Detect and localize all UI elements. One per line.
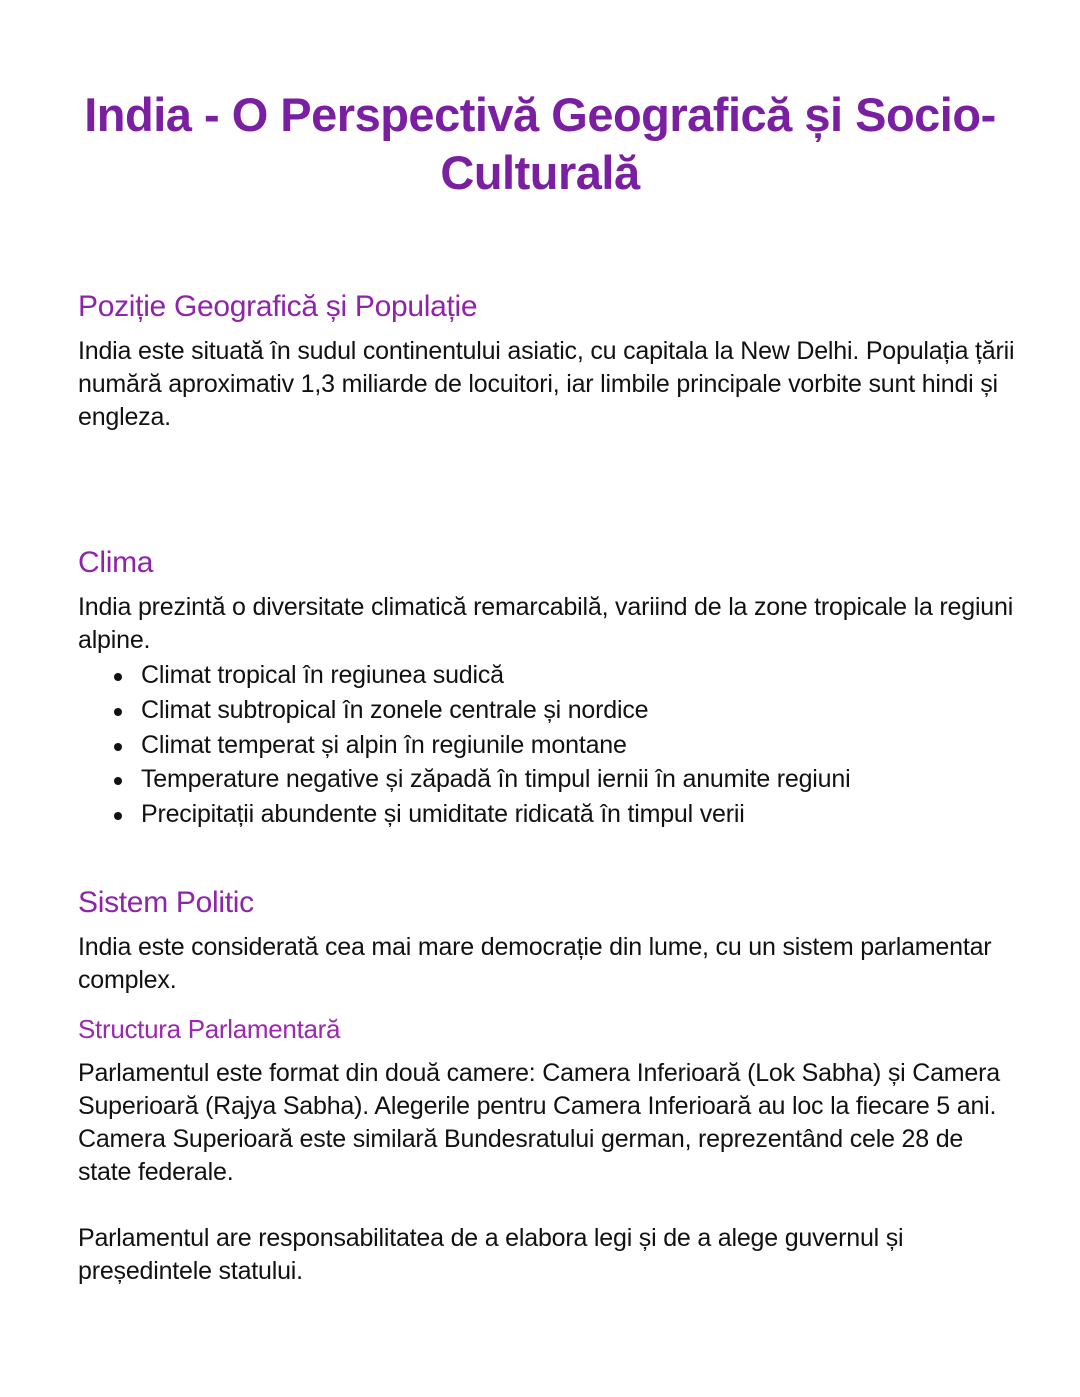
list-item: Climat tropical în regiunea sudică [141,658,1018,693]
section-politics [78,885,1018,1288]
section-heading: Poziție Geografică și Populație [78,290,478,323]
section-heading: Clima [78,546,154,579]
subsection-paragraph: Parlamentul are responsabilitatea de a elabora legi și de a alege guvernul și președintele statului. [78,1224,904,1285]
list-item: Precipitații abundente și umiditate ridicată în timpul verii [141,797,1018,832]
list-item: Climat subtropical în zonele centrale și nordice [141,693,1018,728]
section-heading: Sistem Politic [78,886,254,919]
section-climate [78,545,1018,832]
subsection-paragraph: Parlamentul este format din două camere: Camera Inferioară (Lok Sabha) și Camera Superioară (Rajya Sabha). Alegerile pentru Camera Inferioară au loc la fiecare 5 ani. Camera Superioară este similară Bundesratului german, reprezentând cele 28 de state federale. [78,1059,1000,1186]
climate-list [78,658,1018,832]
list-item: Temperature negative și zăpadă în timpul iernii în anumite regiuni [141,762,1018,797]
section-paragraph: India este considerată cea mai mare democrație din lume, cu un sistem parlamentar complex. [78,933,992,994]
page-title: India - O Perspectivă Geografică și Socio-Culturală [84,88,996,199]
section-paragraph: India este situată în sudul continentului asiatic, cu capitala la New Delhi. Populația țării numără aproximativ 1,3 miliarde de locuitori, iar limbile principale vorbite sunt hindi și engleza. [78,337,1015,431]
section-paragraph: India prezintă o diversitate climatică remarcabilă, variind de la zone tropicale la regiuni alpine. [78,593,1014,654]
section-geography [78,289,1018,434]
subsection-heading: Structura Parlamentară [78,1014,341,1044]
list-item: Climat temperat și alpin în regiunile montane [141,728,1018,763]
